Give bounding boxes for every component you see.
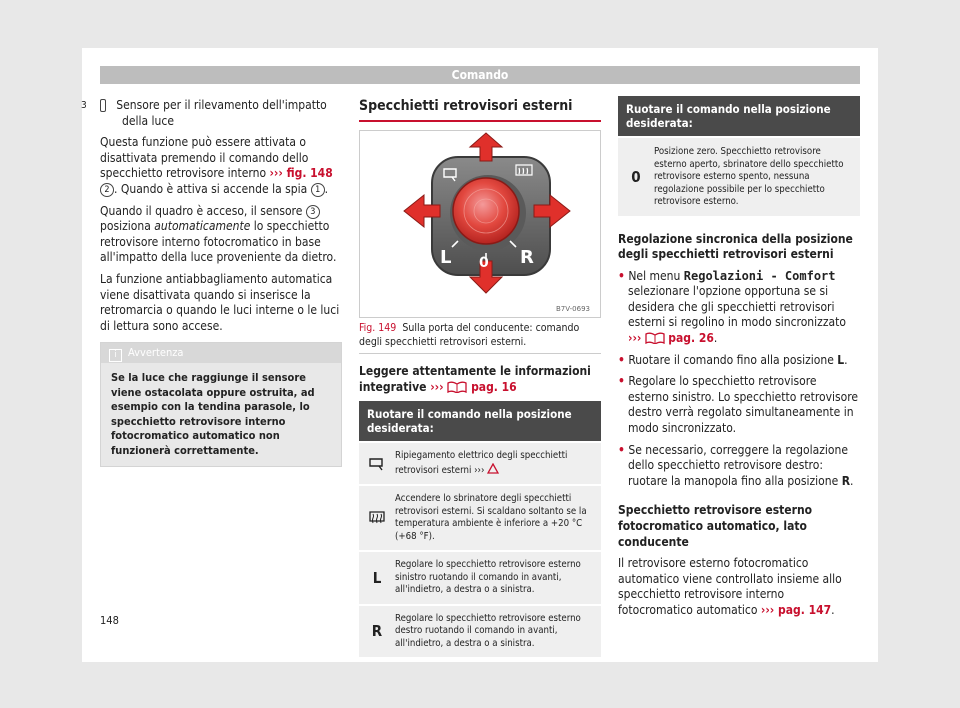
figure-code: B7V-0693 [556, 305, 590, 313]
rotary-knob[interactable] [453, 178, 519, 244]
b4-text-b: . [850, 473, 854, 488]
fig-label-left: L [440, 247, 452, 268]
read-note [359, 364, 601, 395]
callout-1: 1 [311, 183, 325, 197]
b1-text: Nel menu [628, 268, 684, 283]
item-3 [81, 98, 342, 129]
sync-heading: Regolazione sincronica della posizione degli specchietti retrovisori esterni [618, 231, 853, 262]
item-number: 3 [100, 99, 106, 112]
bullet-4 [618, 443, 860, 490]
b1-page-link[interactable]: pag. 26 [668, 331, 714, 346]
b2-text: Ruotare il comando fino alla posizione [628, 352, 838, 367]
zero-position-table [618, 96, 860, 216]
warning-body: Se la luce che raggiunge il sensore viene ostacolata oppure ostruita, ad esempio con la tendina parasole, lo specchietto retrovisore interno fotocromatico automatico non funzionerà correttamente. [111, 371, 315, 457]
section-heading: Specchietti retrovisori esterni [359, 98, 601, 122]
pc-text-b: . [831, 602, 835, 617]
warning-box [100, 342, 342, 467]
warning-triangle-icon [487, 463, 499, 474]
b1-text-b: selezionare l'opzione opportuna se si desidera che gli specchietti retrovisori esterni si regolino in modo sincronizzato [628, 284, 846, 330]
table-symbol-cell: R [371, 622, 383, 641]
section-header: Comando [100, 66, 860, 84]
item-text: Sensore per il rilevamento dell'impatto della luce [116, 98, 327, 128]
column-left [81, 98, 342, 467]
paragraph-1 [100, 135, 342, 197]
paragraph-3: La funzione antiabbagliamento automatica viene disattivata quando si inserisce la retromarcia o quando le luci interne o le luci di lettura sono accese. [100, 271, 340, 333]
table-row [359, 441, 601, 484]
callout-2: 2 [100, 183, 114, 197]
menu-path: Regolazioni - Comfort [683, 268, 836, 283]
p2-text-b: posiziona [100, 219, 155, 234]
paragraph-2 [100, 204, 342, 266]
fig-148-link[interactable]: ››› fig. 148 [269, 166, 333, 181]
p1-text: Questa funzione può essere attivata o disattivata premendo il comando dello specchietto retrovisore interno [100, 135, 309, 181]
figure-number: Fig. 149 [359, 322, 397, 334]
p2-text: Quando il quadro è acceso, il sensore [100, 203, 306, 218]
table-text-cell: Posizione zero. Specchietto retrovisore esterno aperto, sbrinatore dello specchietto retrovisore esterno spento, nessuna regolazione possibile per lo specchietto retrovisore esterno. [654, 146, 844, 207]
p1-text-b: . Quando è attiva si accende la spia [114, 181, 311, 196]
table-header: Ruotare il comando nella posizione desiderata: [618, 96, 860, 136]
table-symbol-cell [359, 486, 395, 550]
bullet-3 [618, 374, 860, 436]
bullet-dot: • [618, 374, 625, 389]
column-middle [359, 98, 601, 657]
figure-149 [359, 130, 601, 318]
table-row [359, 484, 601, 550]
b1-text-c: . [713, 331, 718, 346]
p1-text-c: . [324, 181, 329, 196]
figure-caption [359, 318, 601, 354]
b2-position: L [837, 352, 845, 367]
warning-title: Avvertenza [128, 346, 184, 360]
photochromic-paragraph [618, 556, 860, 618]
table-row [359, 604, 601, 658]
caption-text: Sulla porta del conducente: comando degli specchietti retrovisori esterni. [359, 322, 580, 348]
row-text: Ripiegamento elettrico degli specchietti retrovisori esterni ››› [395, 450, 568, 476]
b3-text: Regolare lo specchietto retrovisore esterno sinistro. Lo specchietto retrovisore destro verrà regolato simultaneamente in modo sincronizzato. [628, 374, 859, 436]
column-right [618, 96, 860, 625]
p2-text-c: lo specchietto retrovisore interno fotocromatico in base all'impatto della luce proveniente da dietro. [100, 219, 337, 265]
p2-emphasis: automaticamente [154, 219, 251, 234]
b1-arrow[interactable]: ››› [628, 331, 642, 346]
pc-text: Il retrovisore esterno fotocromatico automatico viene controllato insieme allo specchietto retrovisore interno fotocromatico automatico [618, 556, 842, 617]
table-text-cell: Regolare lo specchietto retrovisore esterno destro ruotando il comando in avanti, all'indietro, a destra o a sinistra. [395, 612, 581, 649]
bullet-dot: • [618, 442, 625, 457]
read-note-arrow[interactable]: ››› [430, 379, 444, 394]
info-icon: i [109, 349, 122, 362]
bullet-2 [618, 353, 860, 369]
book-icon [645, 332, 665, 344]
bullet-1 [618, 269, 860, 347]
table-header: Ruotare il comando nella posizione desiderata: [359, 401, 601, 441]
bullet-dot: • [618, 352, 625, 367]
fig-label-right: R [520, 247, 534, 268]
pag-147-link[interactable]: ››› pag. 147 [760, 602, 832, 617]
bullet-dot: • [618, 268, 625, 283]
table-text-cell: Regolare lo specchietto retrovisore esterno sinistro ruotando il comando in avanti, all'indietro, a destra o a sinistra. [395, 559, 581, 596]
callout-3: 3 [306, 205, 320, 219]
read-note-text: Leggere attentamente le informazioni integrative [359, 364, 591, 394]
fig-label-zero: 0 [479, 255, 489, 271]
table-text-cell: Accendere lo sbrinatore degli specchietti retrovisori esterni. Si scaldano soltanto se la temperatura ambiente è inferiore a +20 °C (+68 °F). [395, 493, 587, 542]
b4-text: Se necessario, correggere la regolazione dello specchietto retrovisore destro: ruotare la manopola fino alla posizione [628, 442, 848, 488]
table-symbol-cell: L [372, 568, 382, 587]
table-row [359, 550, 601, 604]
table-symbol-cell: 0 [631, 167, 641, 186]
mirror-control-illustration [360, 131, 600, 317]
book-icon [447, 381, 467, 393]
mirror-fold-icon [368, 457, 386, 471]
mirror-heat-icon [368, 510, 386, 526]
control-positions-table [359, 401, 601, 657]
page-number: 148 [100, 614, 119, 627]
read-note-page-link[interactable]: pag. 16 [471, 379, 517, 394]
b2-text-b: . [844, 352, 848, 367]
warning-header [101, 343, 341, 363]
table-row [618, 136, 860, 216]
photochromic-heading: Specchietto retrovisore esterno fotocromatico automatico, lato conducente [618, 503, 813, 549]
b4-position: R [841, 473, 851, 488]
table-text-cell [395, 443, 601, 484]
table-symbol-cell [359, 443, 395, 484]
